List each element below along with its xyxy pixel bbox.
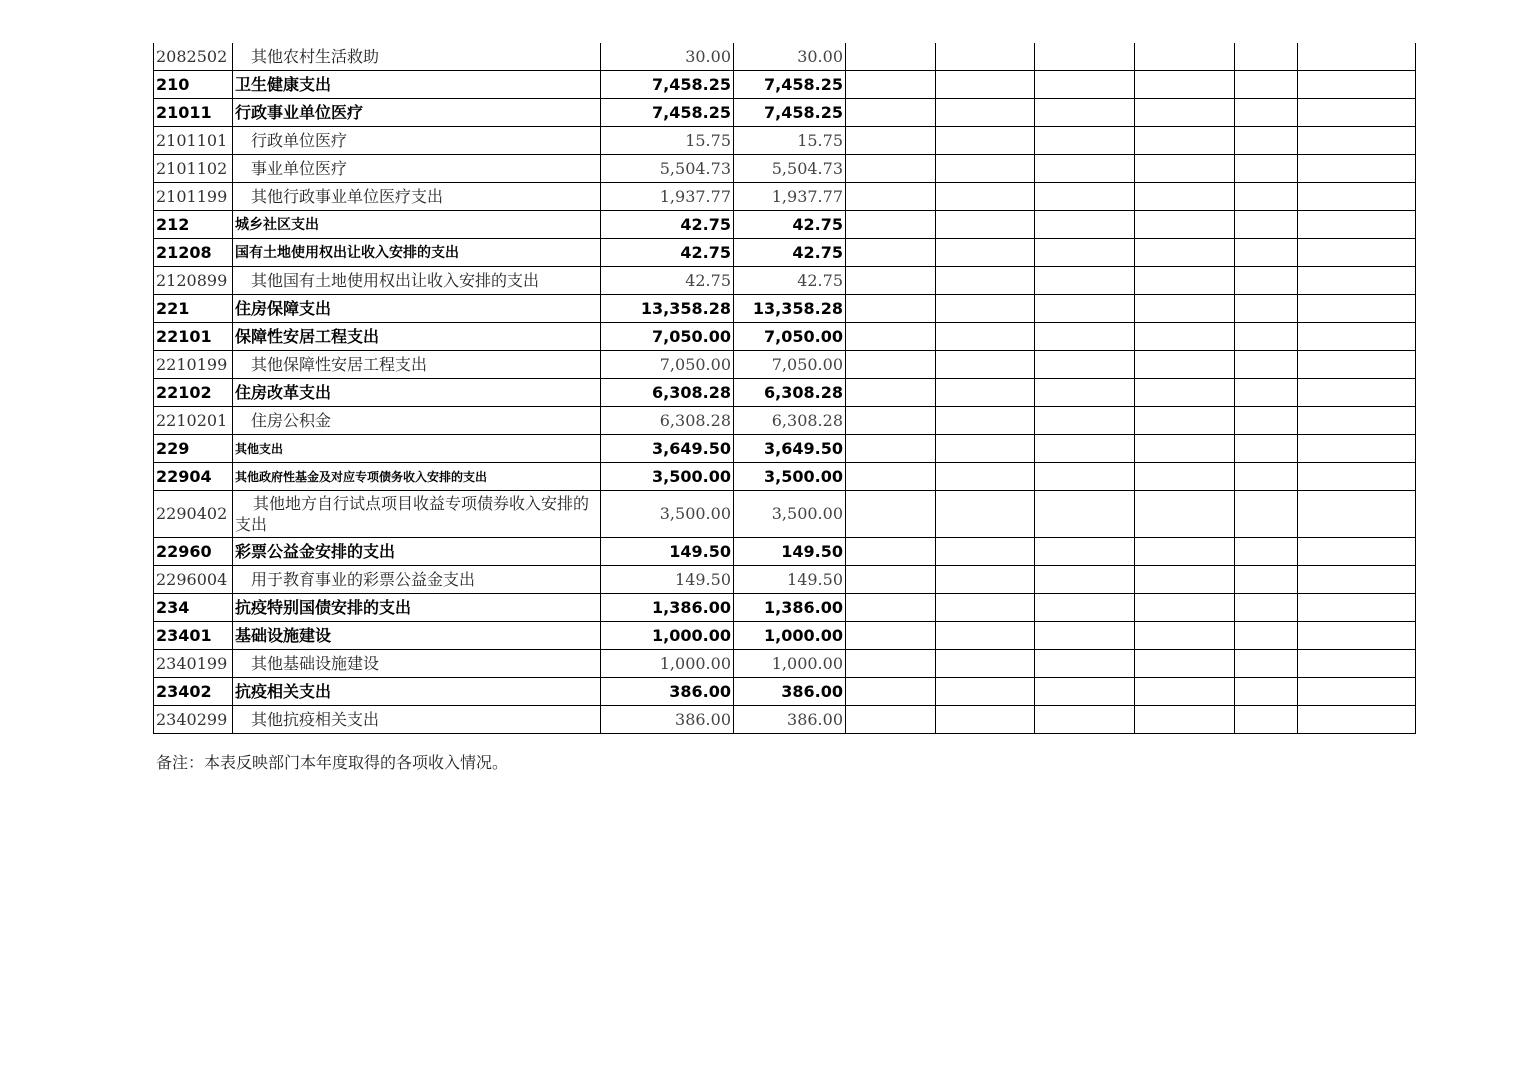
table-row: [154, 407, 1416, 435]
row-code: 2210201: [154, 407, 233, 435]
empty-cell: [846, 566, 936, 594]
table-row: [154, 183, 1416, 211]
empty-cell: [1035, 155, 1135, 183]
empty-cell: [846, 435, 936, 463]
table-row: [154, 379, 1416, 407]
row-fiscal: 149.50: [734, 566, 846, 594]
table-row: [154, 99, 1416, 127]
empty-cell: [1035, 407, 1135, 435]
table-row: [154, 538, 1416, 566]
row-fiscal: 386.00: [734, 706, 846, 734]
row-fiscal: 1,937.77: [734, 183, 846, 211]
row-name: 行政单位医疗: [233, 127, 601, 155]
empty-cell: [1235, 491, 1298, 538]
table-row: [154, 71, 1416, 99]
empty-cell: [1035, 706, 1135, 734]
row-fiscal: 7,458.25: [734, 71, 846, 99]
row-fiscal: 42.75: [734, 239, 846, 267]
empty-cell: [1135, 99, 1235, 127]
empty-cell: [1298, 211, 1416, 239]
row-code: 2340199: [154, 650, 233, 678]
empty-cell: [936, 267, 1035, 295]
table-row: [154, 155, 1416, 183]
empty-cell: [936, 183, 1035, 211]
empty-cell: [936, 407, 1035, 435]
empty-cell: [846, 183, 936, 211]
row-fiscal: 13,358.28: [734, 295, 846, 323]
empty-cell: [1298, 706, 1416, 734]
row-total: 6,308.28: [601, 379, 734, 407]
empty-cell: [1035, 491, 1135, 538]
empty-cell: [1135, 706, 1235, 734]
row-total: 7,458.25: [601, 71, 734, 99]
empty-cell: [1235, 295, 1298, 323]
empty-cell: [1298, 678, 1416, 706]
empty-cell: [1235, 211, 1298, 239]
empty-cell: [846, 155, 936, 183]
empty-cell: [846, 127, 936, 155]
empty-cell: [1135, 566, 1235, 594]
budget-table: [153, 43, 1416, 734]
empty-cell: [1298, 594, 1416, 622]
row-code: 212: [154, 211, 233, 239]
empty-cell: [1135, 622, 1235, 650]
table-row: [154, 239, 1416, 267]
empty-cell: [1135, 650, 1235, 678]
empty-cell: [936, 71, 1035, 99]
row-total: 3,500.00: [601, 463, 734, 491]
table-row: [154, 323, 1416, 351]
row-code: 210: [154, 71, 233, 99]
empty-cell: [1135, 538, 1235, 566]
table-row: [154, 435, 1416, 463]
empty-cell: [846, 211, 936, 239]
empty-cell: [1235, 379, 1298, 407]
row-code: 23402: [154, 678, 233, 706]
empty-cell: [1135, 379, 1235, 407]
empty-cell: [1235, 71, 1298, 99]
row-name: 其他农村生活救助: [233, 43, 601, 71]
empty-cell: [936, 295, 1035, 323]
empty-cell: [1235, 183, 1298, 211]
empty-cell: [1035, 211, 1135, 239]
empty-cell: [1298, 435, 1416, 463]
row-name: 其他地方自行试点项目收益专项债券收入安排的支出: [233, 491, 601, 538]
empty-cell: [1235, 622, 1298, 650]
row-total: 1,937.77: [601, 183, 734, 211]
row-name: 用于教育事业的彩票公益金支出: [233, 566, 601, 594]
row-name: 卫生健康支出: [233, 71, 601, 99]
empty-cell: [1235, 463, 1298, 491]
empty-cell: [1235, 407, 1298, 435]
row-code: 2101101: [154, 127, 233, 155]
table-row: [154, 351, 1416, 379]
empty-cell: [1235, 267, 1298, 295]
table-row: [154, 491, 1416, 538]
row-fiscal: 7,458.25: [734, 99, 846, 127]
empty-cell: [936, 678, 1035, 706]
empty-cell: [1298, 622, 1416, 650]
empty-cell: [1235, 538, 1298, 566]
empty-cell: [1135, 71, 1235, 99]
row-name: 其他基础设施建设: [233, 650, 601, 678]
empty-cell: [846, 351, 936, 379]
empty-cell: [1035, 351, 1135, 379]
row-code: 2296004: [154, 566, 233, 594]
empty-cell: [1298, 295, 1416, 323]
row-name: 国有土地使用权出让收入安排的支出: [233, 239, 601, 267]
row-fiscal: 1,000.00: [734, 650, 846, 678]
table-row: [154, 622, 1416, 650]
row-fiscal: 149.50: [734, 538, 846, 566]
row-fiscal: 30.00: [734, 43, 846, 71]
empty-cell: [1235, 239, 1298, 267]
empty-cell: [1035, 239, 1135, 267]
row-fiscal: 42.75: [734, 211, 846, 239]
row-fiscal: 7,050.00: [734, 351, 846, 379]
empty-cell: [1235, 323, 1298, 351]
empty-cell: [1135, 678, 1235, 706]
empty-cell: [1298, 407, 1416, 435]
empty-cell: [846, 379, 936, 407]
empty-cell: [1235, 435, 1298, 463]
empty-cell: [1298, 463, 1416, 491]
row-name: 其他国有土地使用权出让收入安排的支出: [233, 267, 601, 295]
row-total: 5,504.73: [601, 155, 734, 183]
table-row: [154, 127, 1416, 155]
row-total: 149.50: [601, 566, 734, 594]
row-name: 基础设施建设: [233, 622, 601, 650]
empty-cell: [1035, 183, 1135, 211]
empty-cell: [846, 71, 936, 99]
empty-cell: [1298, 183, 1416, 211]
empty-cell: [1035, 435, 1135, 463]
row-code: 22102: [154, 379, 233, 407]
empty-cell: [936, 99, 1035, 127]
row-code: 22101: [154, 323, 233, 351]
row-total: 30.00: [601, 43, 734, 71]
row-code: 21208: [154, 239, 233, 267]
empty-cell: [846, 678, 936, 706]
row-name: 其他抗疫相关支出: [233, 706, 601, 734]
row-code: 2290402: [154, 491, 233, 538]
empty-cell: [1235, 594, 1298, 622]
row-fiscal: 6,308.28: [734, 379, 846, 407]
empty-cell: [1298, 538, 1416, 566]
empty-cell: [846, 622, 936, 650]
empty-cell: [846, 43, 936, 71]
row-total: 6,308.28: [601, 407, 734, 435]
table-row: [154, 678, 1416, 706]
row-name: 其他行政事业单位医疗支出: [233, 183, 601, 211]
empty-cell: [936, 211, 1035, 239]
row-fiscal: 6,308.28: [734, 407, 846, 435]
empty-cell: [1298, 650, 1416, 678]
empty-cell: [846, 295, 936, 323]
row-code: 229: [154, 435, 233, 463]
row-code: 2082502: [154, 43, 233, 71]
empty-cell: [1135, 295, 1235, 323]
empty-cell: [1298, 127, 1416, 155]
row-total: 7,050.00: [601, 351, 734, 379]
row-code: 2101102: [154, 155, 233, 183]
empty-cell: [1298, 155, 1416, 183]
row-total: 1,386.00: [601, 594, 734, 622]
empty-cell: [936, 491, 1035, 538]
empty-cell: [936, 43, 1035, 71]
empty-cell: [1035, 379, 1135, 407]
empty-cell: [1235, 566, 1298, 594]
empty-cell: [1235, 351, 1298, 379]
empty-cell: [1135, 351, 1235, 379]
row-total: 386.00: [601, 678, 734, 706]
empty-cell: [936, 538, 1035, 566]
empty-cell: [1035, 622, 1135, 650]
row-code: 22960: [154, 538, 233, 566]
empty-cell: [936, 435, 1035, 463]
empty-cell: [1135, 407, 1235, 435]
empty-cell: [1135, 239, 1235, 267]
empty-cell: [1298, 491, 1416, 538]
empty-cell: [936, 566, 1035, 594]
table-row: [154, 463, 1416, 491]
empty-cell: [1035, 43, 1135, 71]
row-name: 保障性安居工程支出: [233, 323, 601, 351]
row-code: 234: [154, 594, 233, 622]
empty-cell: [846, 99, 936, 127]
empty-cell: [936, 351, 1035, 379]
row-total: 1,000.00: [601, 622, 734, 650]
row-name: 抗疫相关支出: [233, 678, 601, 706]
empty-cell: [1035, 71, 1135, 99]
empty-cell: [1298, 239, 1416, 267]
empty-cell: [1135, 211, 1235, 239]
empty-cell: [1035, 323, 1135, 351]
row-fiscal: 1,000.00: [734, 622, 846, 650]
empty-cell: [1035, 650, 1135, 678]
empty-cell: [1298, 323, 1416, 351]
row-fiscal: 3,500.00: [734, 463, 846, 491]
row-fiscal: 7,050.00: [734, 323, 846, 351]
row-name: 抗疫特别国债安排的支出: [233, 594, 601, 622]
empty-cell: [936, 155, 1035, 183]
empty-cell: [1235, 706, 1298, 734]
row-total: 42.75: [601, 211, 734, 239]
empty-cell: [1135, 463, 1235, 491]
empty-cell: [1235, 650, 1298, 678]
empty-cell: [1035, 463, 1135, 491]
empty-cell: [846, 706, 936, 734]
row-name: 彩票公益金安排的支出: [233, 538, 601, 566]
empty-cell: [1035, 127, 1135, 155]
empty-cell: [1135, 183, 1235, 211]
empty-cell: [846, 407, 936, 435]
empty-cell: [1035, 594, 1135, 622]
empty-cell: [1135, 43, 1235, 71]
row-fiscal: 3,500.00: [734, 491, 846, 538]
empty-cell: [936, 650, 1035, 678]
row-fiscal: 3,649.50: [734, 435, 846, 463]
table-row: [154, 211, 1416, 239]
row-total: 149.50: [601, 538, 734, 566]
empty-cell: [1298, 566, 1416, 594]
table-row: [154, 594, 1416, 622]
empty-cell: [1135, 267, 1235, 295]
table-row: [154, 43, 1416, 71]
empty-cell: [846, 538, 936, 566]
empty-cell: [1035, 295, 1135, 323]
row-name: 城乡社区支出: [233, 211, 601, 239]
row-total: 1,000.00: [601, 650, 734, 678]
row-total: 3,500.00: [601, 491, 734, 538]
row-name: 事业单位医疗: [233, 155, 601, 183]
empty-cell: [936, 379, 1035, 407]
row-fiscal: 1,386.00: [734, 594, 846, 622]
empty-cell: [846, 491, 936, 538]
table-row: [154, 706, 1416, 734]
row-total: 386.00: [601, 706, 734, 734]
empty-cell: [846, 267, 936, 295]
empty-cell: [1298, 267, 1416, 295]
empty-cell: [1035, 267, 1135, 295]
row-fiscal: 5,504.73: [734, 155, 846, 183]
empty-cell: [846, 463, 936, 491]
row-code: 22904: [154, 463, 233, 491]
row-total: 13,358.28: [601, 295, 734, 323]
empty-cell: [1135, 127, 1235, 155]
table-row: [154, 566, 1416, 594]
row-name: 住房公积金: [233, 407, 601, 435]
empty-cell: [1298, 71, 1416, 99]
row-total: 42.75: [601, 267, 734, 295]
table-row: [154, 295, 1416, 323]
row-fiscal: 42.75: [734, 267, 846, 295]
empty-cell: [846, 650, 936, 678]
empty-cell: [1135, 155, 1235, 183]
empty-cell: [1235, 155, 1298, 183]
row-name: 住房保障支出: [233, 295, 601, 323]
row-name: 住房改革支出: [233, 379, 601, 407]
row-total: 15.75: [601, 127, 734, 155]
empty-cell: [936, 706, 1035, 734]
empty-cell: [1235, 43, 1298, 71]
empty-cell: [936, 622, 1035, 650]
row-code: 2340299: [154, 706, 233, 734]
row-fiscal: 386.00: [734, 678, 846, 706]
empty-cell: [1298, 99, 1416, 127]
table-footnote: 备注：本表反映部门本年度取得的各项收入情况。: [156, 753, 509, 772]
empty-cell: [1235, 127, 1298, 155]
row-name: 其他支出: [233, 435, 601, 463]
row-code: 2120899: [154, 267, 233, 295]
row-name: 其他政府性基金及对应专项债务收入安排的支出: [233, 463, 601, 491]
row-name: 其他保障性安居工程支出: [233, 351, 601, 379]
empty-cell: [846, 239, 936, 267]
table-row: [154, 267, 1416, 295]
empty-cell: [1235, 99, 1298, 127]
row-code: 221: [154, 295, 233, 323]
row-fiscal: 15.75: [734, 127, 846, 155]
empty-cell: [1135, 594, 1235, 622]
empty-cell: [936, 463, 1035, 491]
empty-cell: [1135, 323, 1235, 351]
row-code: 21011: [154, 99, 233, 127]
empty-cell: [936, 239, 1035, 267]
row-code: 2101199: [154, 183, 233, 211]
row-code: 23401: [154, 622, 233, 650]
row-total: 42.75: [601, 239, 734, 267]
empty-cell: [936, 594, 1035, 622]
empty-cell: [1035, 99, 1135, 127]
empty-cell: [846, 323, 936, 351]
empty-cell: [1298, 43, 1416, 71]
empty-cell: [1235, 678, 1298, 706]
empty-cell: [936, 323, 1035, 351]
empty-cell: [1035, 538, 1135, 566]
empty-cell: [1035, 678, 1135, 706]
row-total: 3,649.50: [601, 435, 734, 463]
empty-cell: [1035, 566, 1135, 594]
table-row: [154, 650, 1416, 678]
row-total: 7,458.25: [601, 99, 734, 127]
empty-cell: [1298, 379, 1416, 407]
row-code: 2210199: [154, 351, 233, 379]
empty-cell: [1135, 435, 1235, 463]
row-total: 7,050.00: [601, 323, 734, 351]
row-name: 行政事业单位医疗: [233, 99, 601, 127]
empty-cell: [936, 127, 1035, 155]
empty-cell: [1298, 351, 1416, 379]
empty-cell: [846, 594, 936, 622]
empty-cell: [1135, 491, 1235, 538]
